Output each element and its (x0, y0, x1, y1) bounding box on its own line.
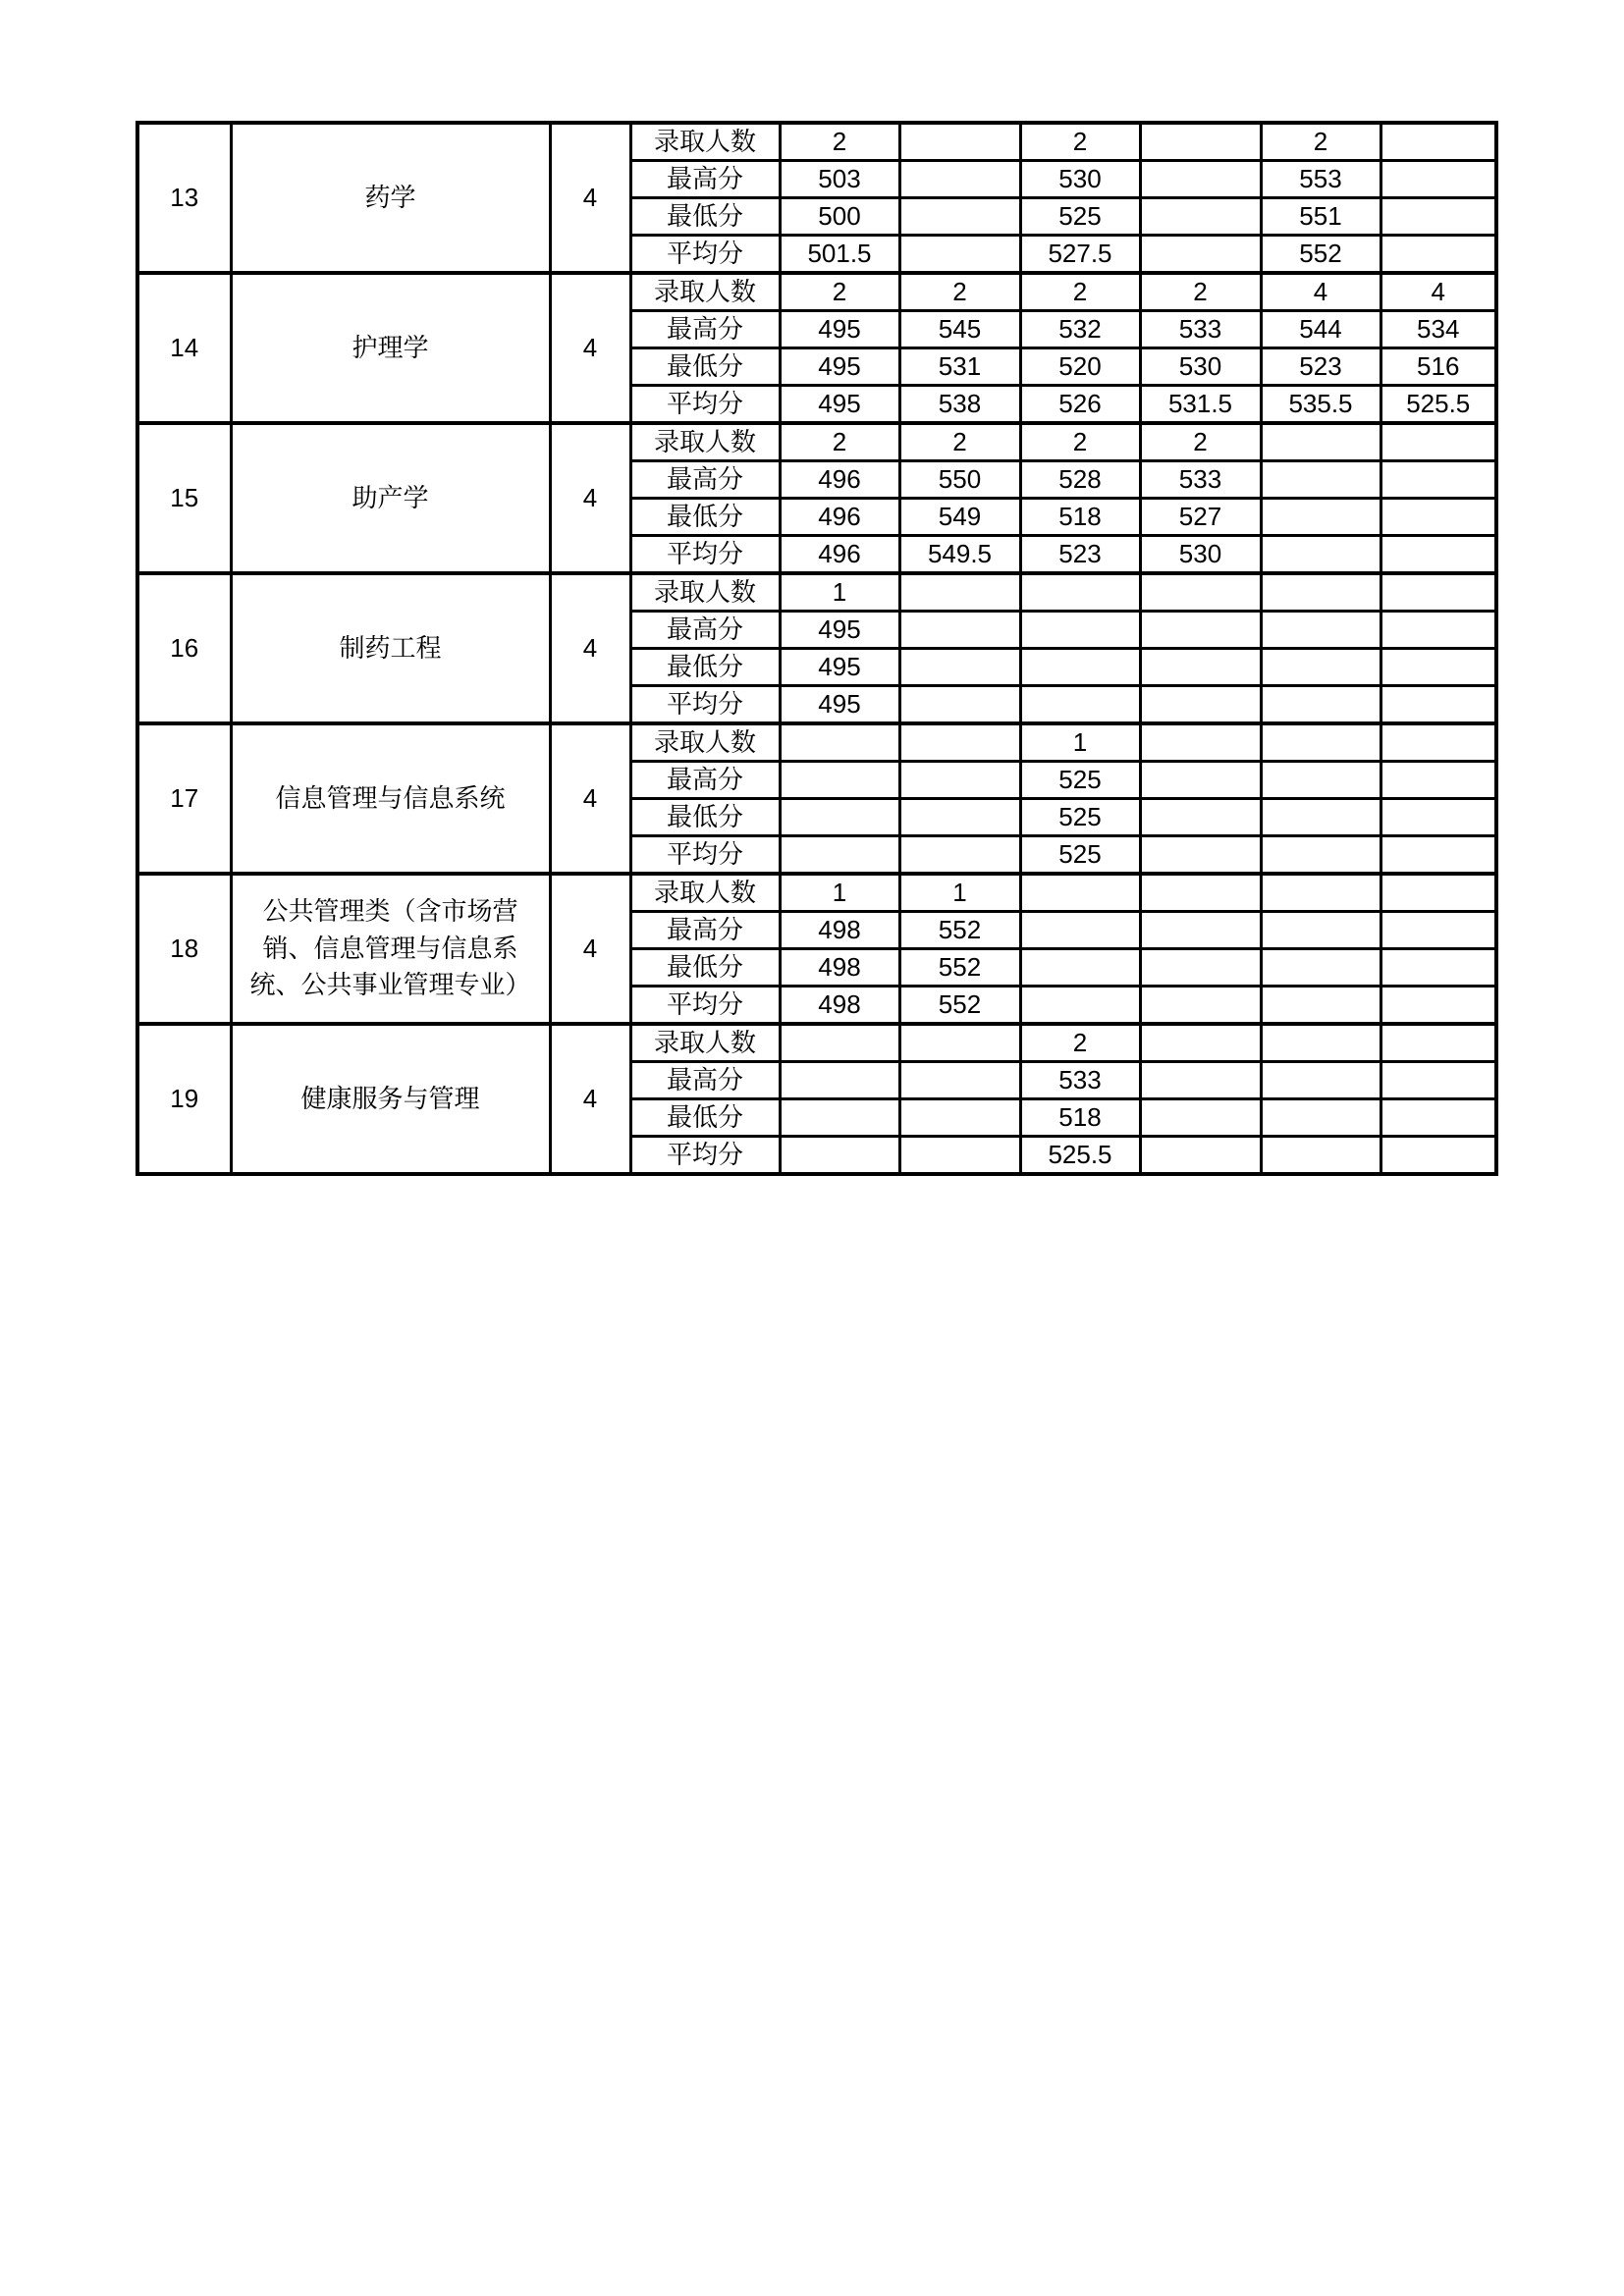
score-cell (780, 1099, 899, 1137)
score-cell (899, 123, 1020, 161)
score-cell (1380, 573, 1496, 612)
score-cell (1020, 686, 1140, 724)
score-cell (1380, 1099, 1496, 1137)
score-cell (1380, 198, 1496, 236)
score-cell: 2 (899, 273, 1020, 311)
score-cell (1020, 912, 1140, 949)
score-cell (1140, 1024, 1261, 1062)
major-name-cell: 制药工程 (231, 573, 550, 723)
score-cell: 527.5 (1020, 236, 1140, 274)
score-cell: 1 (1020, 723, 1140, 762)
score-cell: 2 (899, 423, 1020, 461)
score-cell: 503 (780, 161, 899, 198)
score-cell (1261, 573, 1380, 612)
score-cell (1140, 161, 1261, 198)
stat-label-cell: 录取人数 (630, 573, 780, 612)
table-row (137, 874, 1496, 912)
score-cell: 549.5 (899, 536, 1020, 574)
score-cell: 496 (780, 499, 899, 536)
score-cell (1380, 836, 1496, 875)
score-cell (1140, 799, 1261, 836)
score-cell (1380, 723, 1496, 762)
score-cell: 498 (780, 912, 899, 949)
score-cell: 552 (899, 912, 1020, 949)
score-cell (1140, 836, 1261, 875)
score-cell (1261, 762, 1380, 799)
score-cell (1261, 423, 1380, 461)
score-cell: 495 (780, 386, 899, 424)
score-cell (1140, 573, 1261, 612)
score-cell (1380, 123, 1496, 161)
score-cell: 533 (1140, 311, 1261, 348)
stat-label-cell: 平均分 (630, 836, 780, 875)
stat-label-cell: 录取人数 (630, 874, 780, 912)
score-cell: 2 (1020, 123, 1140, 161)
table-row (137, 723, 1496, 762)
score-cell (899, 573, 1020, 612)
score-cell (1261, 1062, 1380, 1099)
stat-label-cell: 最低分 (630, 949, 780, 987)
score-cell (899, 198, 1020, 236)
stat-label-cell: 最高分 (630, 461, 780, 499)
score-cell: 2 (1020, 1024, 1140, 1062)
score-cell: 498 (780, 949, 899, 987)
score-cell (1140, 1062, 1261, 1099)
score-cell (1261, 1137, 1380, 1175)
stat-label-cell: 最高分 (630, 612, 780, 649)
score-cell (1140, 949, 1261, 987)
score-cell: 4 (1261, 273, 1380, 311)
score-cell (899, 1024, 1020, 1062)
score-cell (780, 723, 899, 762)
score-cell: 496 (780, 461, 899, 499)
score-cell: 538 (899, 386, 1020, 424)
score-cell: 530 (1020, 161, 1140, 198)
score-cell: 552 (1261, 236, 1380, 274)
stat-label-cell: 录取人数 (630, 1024, 780, 1062)
stat-label-cell: 最低分 (630, 649, 780, 686)
score-cell (1020, 612, 1140, 649)
score-cell: 501.5 (780, 236, 899, 274)
study-years-cell: 4 (550, 423, 630, 573)
score-cell: 498 (780, 987, 899, 1025)
score-cell: 2 (780, 273, 899, 311)
score-cell (1380, 423, 1496, 461)
score-cell: 495 (780, 311, 899, 348)
stat-label-cell: 最高分 (630, 161, 780, 198)
score-cell (1380, 612, 1496, 649)
score-cell: 530 (1140, 348, 1261, 386)
score-cell (780, 836, 899, 875)
score-cell: 525 (1020, 762, 1140, 799)
score-cell: 535.5 (1261, 386, 1380, 424)
major-name-cell: 健康服务与管理 (231, 1024, 550, 1174)
score-cell: 520 (1020, 348, 1140, 386)
score-cell (1140, 198, 1261, 236)
stat-label-cell: 平均分 (630, 536, 780, 574)
stat-label-cell: 最低分 (630, 799, 780, 836)
score-cell: 525 (1020, 799, 1140, 836)
score-cell: 549 (899, 499, 1020, 536)
score-cell: 544 (1261, 311, 1380, 348)
stat-label-cell: 录取人数 (630, 723, 780, 762)
table-row (137, 573, 1496, 612)
score-cell (1380, 461, 1496, 499)
major-name-cell: 公共管理类（含市场营销、信息管理与信息系统、公共事业管理专业） (231, 874, 550, 1024)
study-years-cell: 4 (550, 1024, 630, 1174)
row-index-cell: 19 (137, 1024, 231, 1174)
score-cell (1380, 799, 1496, 836)
score-cell (1380, 949, 1496, 987)
study-years-cell: 4 (550, 874, 630, 1024)
score-cell (1261, 836, 1380, 875)
stat-label-cell: 平均分 (630, 686, 780, 724)
stat-label-cell: 录取人数 (630, 423, 780, 461)
score-cell: 523 (1020, 536, 1140, 574)
score-cell (1140, 236, 1261, 274)
score-cell (1261, 949, 1380, 987)
score-cell (1140, 123, 1261, 161)
score-cell (899, 723, 1020, 762)
stat-label-cell: 最高分 (630, 1062, 780, 1099)
score-cell: 531 (899, 348, 1020, 386)
score-cell: 553 (1261, 161, 1380, 198)
stat-label-cell: 平均分 (630, 1137, 780, 1175)
score-cell (1380, 499, 1496, 536)
score-cell: 2 (1261, 123, 1380, 161)
study-years-cell: 4 (550, 123, 630, 273)
score-cell: 552 (899, 987, 1020, 1025)
stat-label-cell: 最低分 (630, 348, 780, 386)
score-cell (899, 1137, 1020, 1175)
row-index-cell: 15 (137, 423, 231, 573)
score-cell (1140, 723, 1261, 762)
score-cell: 531.5 (1140, 386, 1261, 424)
score-cell: 495 (780, 686, 899, 724)
score-cell: 527 (1140, 499, 1261, 536)
score-cell: 495 (780, 612, 899, 649)
score-cell (1140, 874, 1261, 912)
major-name-cell: 助产学 (231, 423, 550, 573)
score-cell: 545 (899, 311, 1020, 348)
score-cell (780, 762, 899, 799)
score-cell (1140, 762, 1261, 799)
score-cell (1140, 686, 1261, 724)
score-cell (1140, 912, 1261, 949)
score-cell: 500 (780, 198, 899, 236)
row-index-cell: 18 (137, 874, 231, 1024)
score-cell (1140, 1137, 1261, 1175)
score-cell (1380, 686, 1496, 724)
table-row (137, 423, 1496, 461)
stat-label-cell: 录取人数 (630, 273, 780, 311)
major-name-cell: 信息管理与信息系统 (231, 723, 550, 874)
score-cell (780, 1062, 899, 1099)
score-cell: 533 (1020, 1062, 1140, 1099)
study-years-cell: 4 (550, 273, 630, 423)
stat-label-cell: 最低分 (630, 198, 780, 236)
score-cell (899, 686, 1020, 724)
score-cell (1020, 949, 1140, 987)
score-cell: 518 (1020, 499, 1140, 536)
score-cell (1261, 649, 1380, 686)
score-cell (899, 612, 1020, 649)
score-cell (1380, 987, 1496, 1025)
score-cell (899, 836, 1020, 875)
score-cell: 495 (780, 649, 899, 686)
score-cell: 525.5 (1020, 1137, 1140, 1175)
stat-label-cell: 录取人数 (630, 123, 780, 161)
score-cell (1380, 1137, 1496, 1175)
score-cell: 2 (780, 123, 899, 161)
row-index-cell: 14 (137, 273, 231, 423)
score-cell (1261, 799, 1380, 836)
score-cell: 1 (780, 874, 899, 912)
score-cell (1261, 874, 1380, 912)
stat-label-cell: 最低分 (630, 499, 780, 536)
major-name-cell: 护理学 (231, 273, 550, 423)
score-cell (1020, 649, 1140, 686)
score-cell (1261, 686, 1380, 724)
score-cell: 4 (1380, 273, 1496, 311)
score-cell (1140, 1099, 1261, 1137)
score-cell (899, 1062, 1020, 1099)
score-cell: 516 (1380, 348, 1496, 386)
score-cell: 550 (899, 461, 1020, 499)
score-cell (1261, 987, 1380, 1025)
score-cell (1261, 499, 1380, 536)
score-cell: 2 (780, 423, 899, 461)
score-cell: 2 (1140, 273, 1261, 311)
score-cell (899, 236, 1020, 274)
score-cell (899, 799, 1020, 836)
score-cell: 525 (1020, 836, 1140, 875)
score-cell: 518 (1020, 1099, 1140, 1137)
stat-label-cell: 平均分 (630, 236, 780, 274)
score-cell (1020, 573, 1140, 612)
stat-label-cell: 平均分 (630, 987, 780, 1025)
score-cell (899, 762, 1020, 799)
score-cell: 495 (780, 348, 899, 386)
score-cell (1380, 1062, 1496, 1099)
score-cell (899, 649, 1020, 686)
table-row (137, 273, 1496, 311)
score-cell: 530 (1140, 536, 1261, 574)
score-cell (1020, 874, 1140, 912)
score-cell: 525.5 (1380, 386, 1496, 424)
table-body (137, 123, 1496, 1174)
score-cell: 496 (780, 536, 899, 574)
score-cell (1380, 762, 1496, 799)
score-cell (1261, 1024, 1380, 1062)
row-index-cell: 16 (137, 573, 231, 723)
score-cell: 523 (1261, 348, 1380, 386)
score-cell: 533 (1140, 461, 1261, 499)
score-cell: 534 (1380, 311, 1496, 348)
score-cell (1380, 536, 1496, 574)
score-cell (1140, 612, 1261, 649)
score-cell (1261, 723, 1380, 762)
score-cell: 528 (1020, 461, 1140, 499)
score-cell (1380, 236, 1496, 274)
score-cell (1261, 612, 1380, 649)
row-index-cell: 13 (137, 123, 231, 273)
score-cell (780, 1137, 899, 1175)
table-row (137, 1024, 1496, 1062)
score-cell: 1 (899, 874, 1020, 912)
study-years-cell: 4 (550, 573, 630, 723)
score-cell: 1 (780, 573, 899, 612)
score-cell (1261, 1099, 1380, 1137)
score-cell (899, 1099, 1020, 1137)
stat-label-cell: 最高分 (630, 912, 780, 949)
score-cell: 2 (1020, 273, 1140, 311)
row-index-cell: 17 (137, 723, 231, 874)
score-cell (1380, 874, 1496, 912)
score-cell (780, 1024, 899, 1062)
score-cell: 551 (1261, 198, 1380, 236)
score-cell (1261, 912, 1380, 949)
stat-label-cell: 最高分 (630, 762, 780, 799)
score-cell (1140, 987, 1261, 1025)
score-cell: 532 (1020, 311, 1140, 348)
stat-label-cell: 最高分 (630, 311, 780, 348)
score-cell (1380, 912, 1496, 949)
score-cell (1140, 649, 1261, 686)
score-cell: 525 (1020, 198, 1140, 236)
score-cell (780, 799, 899, 836)
major-name-cell: 药学 (231, 123, 550, 273)
stat-label-cell: 平均分 (630, 386, 780, 424)
score-cell: 526 (1020, 386, 1140, 424)
score-cell (1380, 649, 1496, 686)
score-cell (1261, 461, 1380, 499)
score-cell (1020, 987, 1140, 1025)
score-cell (1380, 1024, 1496, 1062)
table-row (137, 123, 1496, 161)
score-cell: 552 (899, 949, 1020, 987)
score-cell (899, 161, 1020, 198)
admission-scores-table (135, 121, 1498, 1176)
score-cell: 2 (1140, 423, 1261, 461)
study-years-cell: 4 (550, 723, 630, 874)
score-cell: 2 (1020, 423, 1140, 461)
score-cell (1261, 536, 1380, 574)
score-cell (1380, 161, 1496, 198)
stat-label-cell: 最低分 (630, 1099, 780, 1137)
